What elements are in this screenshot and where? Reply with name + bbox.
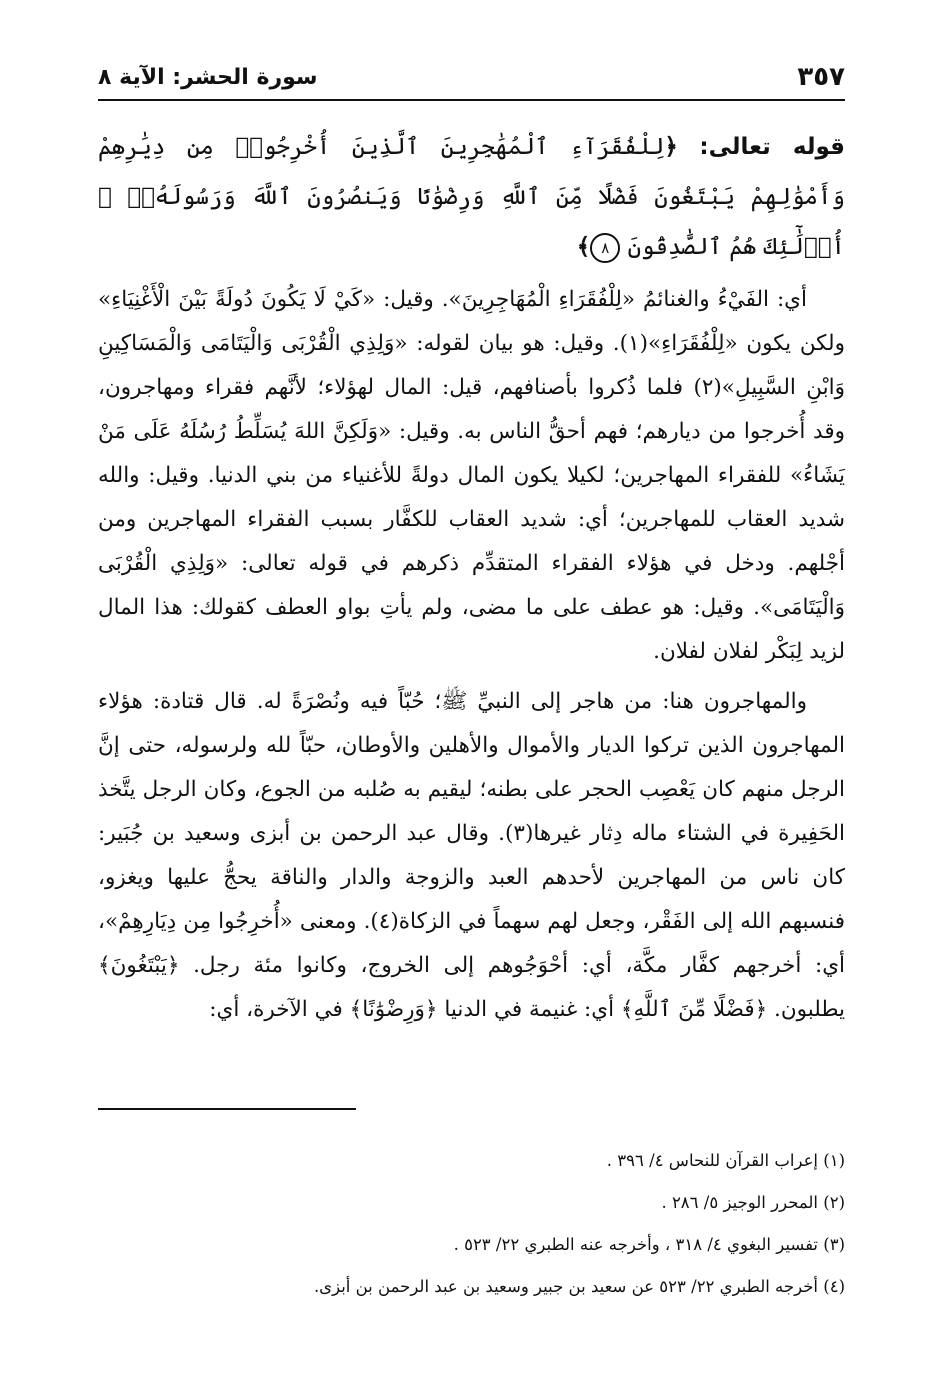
verse-lead: قوله تعالى: xyxy=(699,134,845,160)
footnote: (٢) المحرر الوجيز ٥/ ٢٨٦ . xyxy=(661,1193,845,1212)
page-number: ٣٥٧ xyxy=(797,62,845,92)
running-title: سورة الحشر: الآية ٨ xyxy=(98,64,318,90)
page-header xyxy=(98,58,845,96)
footnote-separator xyxy=(98,1108,356,1110)
page-body xyxy=(98,122,845,1032)
verse-text: لِلْفُقَرَآءِ ٱلْمُهَٰجِرِينَ ٱلَّذِينَ أُخْرِجُوا۟ مِن دِيَٰرِهِمْ وَأَمْوَٰلِهِمْ يَبْتَغُونَ فَضْلًا مِّنَ ٱللَّهِ وَرِضْوَٰنًا وَيَنصُرُونَ ٱللَّهَ وَرَسُولَهُۥٓ ۚ أُو۟لَٰٓئِكَ هُمُ ٱلصَّٰدِقُونَ xyxy=(98,134,845,260)
commentary-paragraph: أي: الفَيْءُ والغنائمُ «لِلْفُقَرَاءِ الْمُهَاجِرِينَ». وقيل: «كَيْ لَا يَكُونَ دُولَةً بَيْنَ الْأَغْنِيَاءِ» ولكن يكون «لِلْفُقَرَاءِ»(١). وقيل: هو بيان لقوله: «وَلِذِي الْقُرْبَى وَالْيَتَامَى وَالْمَسَاكِينِ وَابْنِ السَّبِيلِ»(٢) فلما ذُكروا بأصنافهم، قيل: المال لهؤلاء؛ لأنَّهم فقراء ومهاجرون، وقد أُخرجوا من ديارهم؛ فهم أحقُّ الناس به. وقيل: «وَلَكِنَّ اللهَ يُسَلِّطُ رُسُلَهُ عَلَى مَنْ يَشَاءُ» للفقراء المهاجرين؛ لكيلا يكون المال دولةً للأغنياء من بني الدنيا. وقيل: والله شديد العقاب للمهاجرين؛ أي: شديد العقاب للكفَّار بسبب الفقراء المهاجرين ومن أجْلهم. ودخل في هؤلاء الفقراء المتقدِّم ذكرهم في قوله تعالى: «وَلِذِي الْقُرْبَى وَالْيَتَامَى». وقيل: هو عطف على ما مضى، ولم يأتِ بواو العطف كقولك: هذا المال لزيد لِبَكْر لفلان لفلان. xyxy=(98,287,845,664)
footnote: (٤) أخرجه الطبري ٢٢/ ٥٢٣ عن سعيد بن جبير وسعيد بن عبد الرحمن بن أبزى. xyxy=(313,1277,845,1296)
ayah-number-marker: ٨ xyxy=(590,233,620,263)
header-divider xyxy=(98,99,845,101)
quran-verse xyxy=(98,122,845,272)
verse-close-bracket: ﴾ xyxy=(576,234,591,260)
commentary-paragraph: والمهاجرون هنا: من هاجر إلى النبيِّ ﷺ؛ حُبّاً فيه ونُصْرَةً له. قال قتادة: هؤلاء المهاجرون الذين تركوا الديار والأموال والأهلين والأوطان، حبّاً لله ولرسوله، حتى إنَّ الرجل منهم كان يَعْصِب الحجر على بطنه؛ ليقيم به صُلبه من الجوع، وكان الرجل يتَّخذ الحَفِيرة في الشتاء ماله دِثار غيرها(٣). وقال عبد الرحمن بن أبزى وسعيد بن جُبَير: كان ناس من المهاجرين لأحدهم العبد والزوجة والدار والناقة يحجُّ عليها ويغزو، فنسبهم الله إلى الفَقْر، وجعل لهم سهماً في الزكاة(٤). ومعنى «أُخرِجُوا مِن دِيَارِهِمْ»، أي: أخرجهم كفَّار مكَّة، أي: أحْوَجُوهم إلى الخروج، وكانوا مئة رجل. ﴿يَبْتَغُونَ﴾ يطلبون. ﴿فَضْلًا مِّنَ ٱللَّهِ﴾ أي: غنيمة في الدنيا ﴿وَرِضْوَٰنًا﴾ في الآخرة، أي: xyxy=(98,689,845,1022)
footnote: (٣) تفسير البغوي ٤/ ٣١٨ ، وأخرجه عنه الطبري ٢٢/ ٥٢٣ . xyxy=(453,1235,845,1254)
verse-open-bracket: ﴿ xyxy=(664,134,678,160)
footnote: (١) إعراب القرآن للنحاس ٤/ ٣٩٦ . xyxy=(606,1151,845,1170)
footnotes xyxy=(98,1140,845,1308)
